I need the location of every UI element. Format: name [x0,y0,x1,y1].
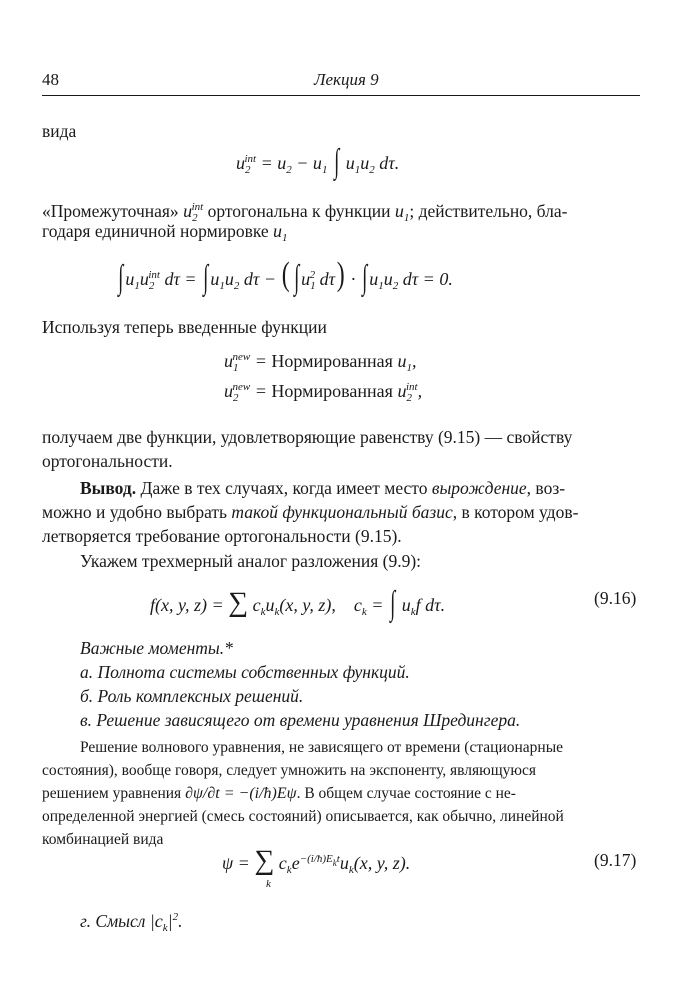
equation-9-17: ψ = ∑ $c_ke^{-(i/ħ)E_kt}u_k(x$, y, z). [222,845,411,876]
text-line [42,782,516,805]
math-inline: $|c_k|^2$ [149,911,179,934]
notes-item: б. Роль комплексных решений. [80,686,304,706]
text-line [42,500,578,524]
text-span: Даже в тех случаях, когда имеет место [136,478,432,498]
equation-orthogonality: ∫ $u_1u_2^{int}$ dτ = ∫ $u_1u_2$ dτ − ( ∫ $u_1^2$ dτ) · ∫ $u_1u_2$ dτ = 0. [118,256,453,296]
text-line: состояния), вообще говоря, следует умножить на экспоненту, являющуюся [42,762,536,779]
text-line: Укажем трехмерный аналог разложения (9.9): [80,551,422,571]
equation-u2new: $u_2^{new}$ = Нормированная $u_2^{int}$, [224,381,423,404]
text-span: можно и удобно выбрать [42,502,232,522]
notes-item: а. Полнота системы собственных функций. [80,662,410,682]
text-span: г. Смысл [80,911,150,931]
text-span: . В общем случае состояние с не- [296,785,516,802]
math-inline: ∂ψ/∂t = −(i/ħ)Eψ [185,785,297,802]
text-line [80,476,565,500]
math-inline: $u_1$ [273,221,288,244]
text-line: Решение волнового уравнения, не зависящего от времени (стационарные [80,739,564,756]
text-line: ортогональности. [42,451,173,471]
text-span: , воз- [526,478,566,498]
text-line: получаем две функции, удовлетворяющие равенству (9.15) — свойству [42,427,573,447]
text-span: «Промежуточная» [42,201,179,221]
text-line: определенной энергией (смесь состояний) описывается, как обычно, линейной [42,808,564,825]
text-line: вида [42,121,77,141]
text-span: такой функциональный базис [231,502,453,522]
text-span: решением уравнения [42,785,182,802]
equation-number: (9.17) [594,850,637,870]
text-span: ортогональна к функции [207,201,391,221]
sum-index: k [266,878,271,890]
page-number: 48 [42,70,59,89]
equation-9-16: f(x, y, z) = ∑ $c_ku_k(x$, y, z), $c_k$ = ∫ $u_kf$ dτ. [150,585,446,622]
math-inline: $u_1$ [394,201,410,224]
text-span: ; действительно, бла- [409,201,568,221]
text-span: , в котором удов- [452,502,579,522]
text-span: Нормированная [271,351,393,371]
equation-u1new: $u_1^{new}$ = Нормированная $u_1$, [224,351,417,374]
text-span: вырождение [431,478,527,498]
text-span: годаря единичной нормировке [42,221,269,241]
equation-number: (9.16) [594,588,637,608]
math-inline: $u_2^{int}$ [183,201,204,224]
notes-heading: Важные моменты.* [80,638,233,658]
running-title: Лекция 9 [314,70,379,89]
conclusion-label: Вывод. [80,478,137,498]
text-line: летворяется требование ортогональности (9.15). [42,526,402,546]
text-span: Нормированная [271,381,393,401]
text-line [42,219,288,250]
text-line: Используя теперь введенные функции [42,317,327,337]
header-rule [42,95,640,96]
notes-item: г. Смысл $|c_k|^2$. [80,911,183,934]
notes-item: в. Решение зависящего от времени уравнения Шредингера. [80,710,521,730]
text-line: комбинацией вида [42,831,164,848]
equation-u2int: $u_2^{int} = u_2 - u_1$ ∫ $u_1u_2$ dτ. [236,143,400,180]
